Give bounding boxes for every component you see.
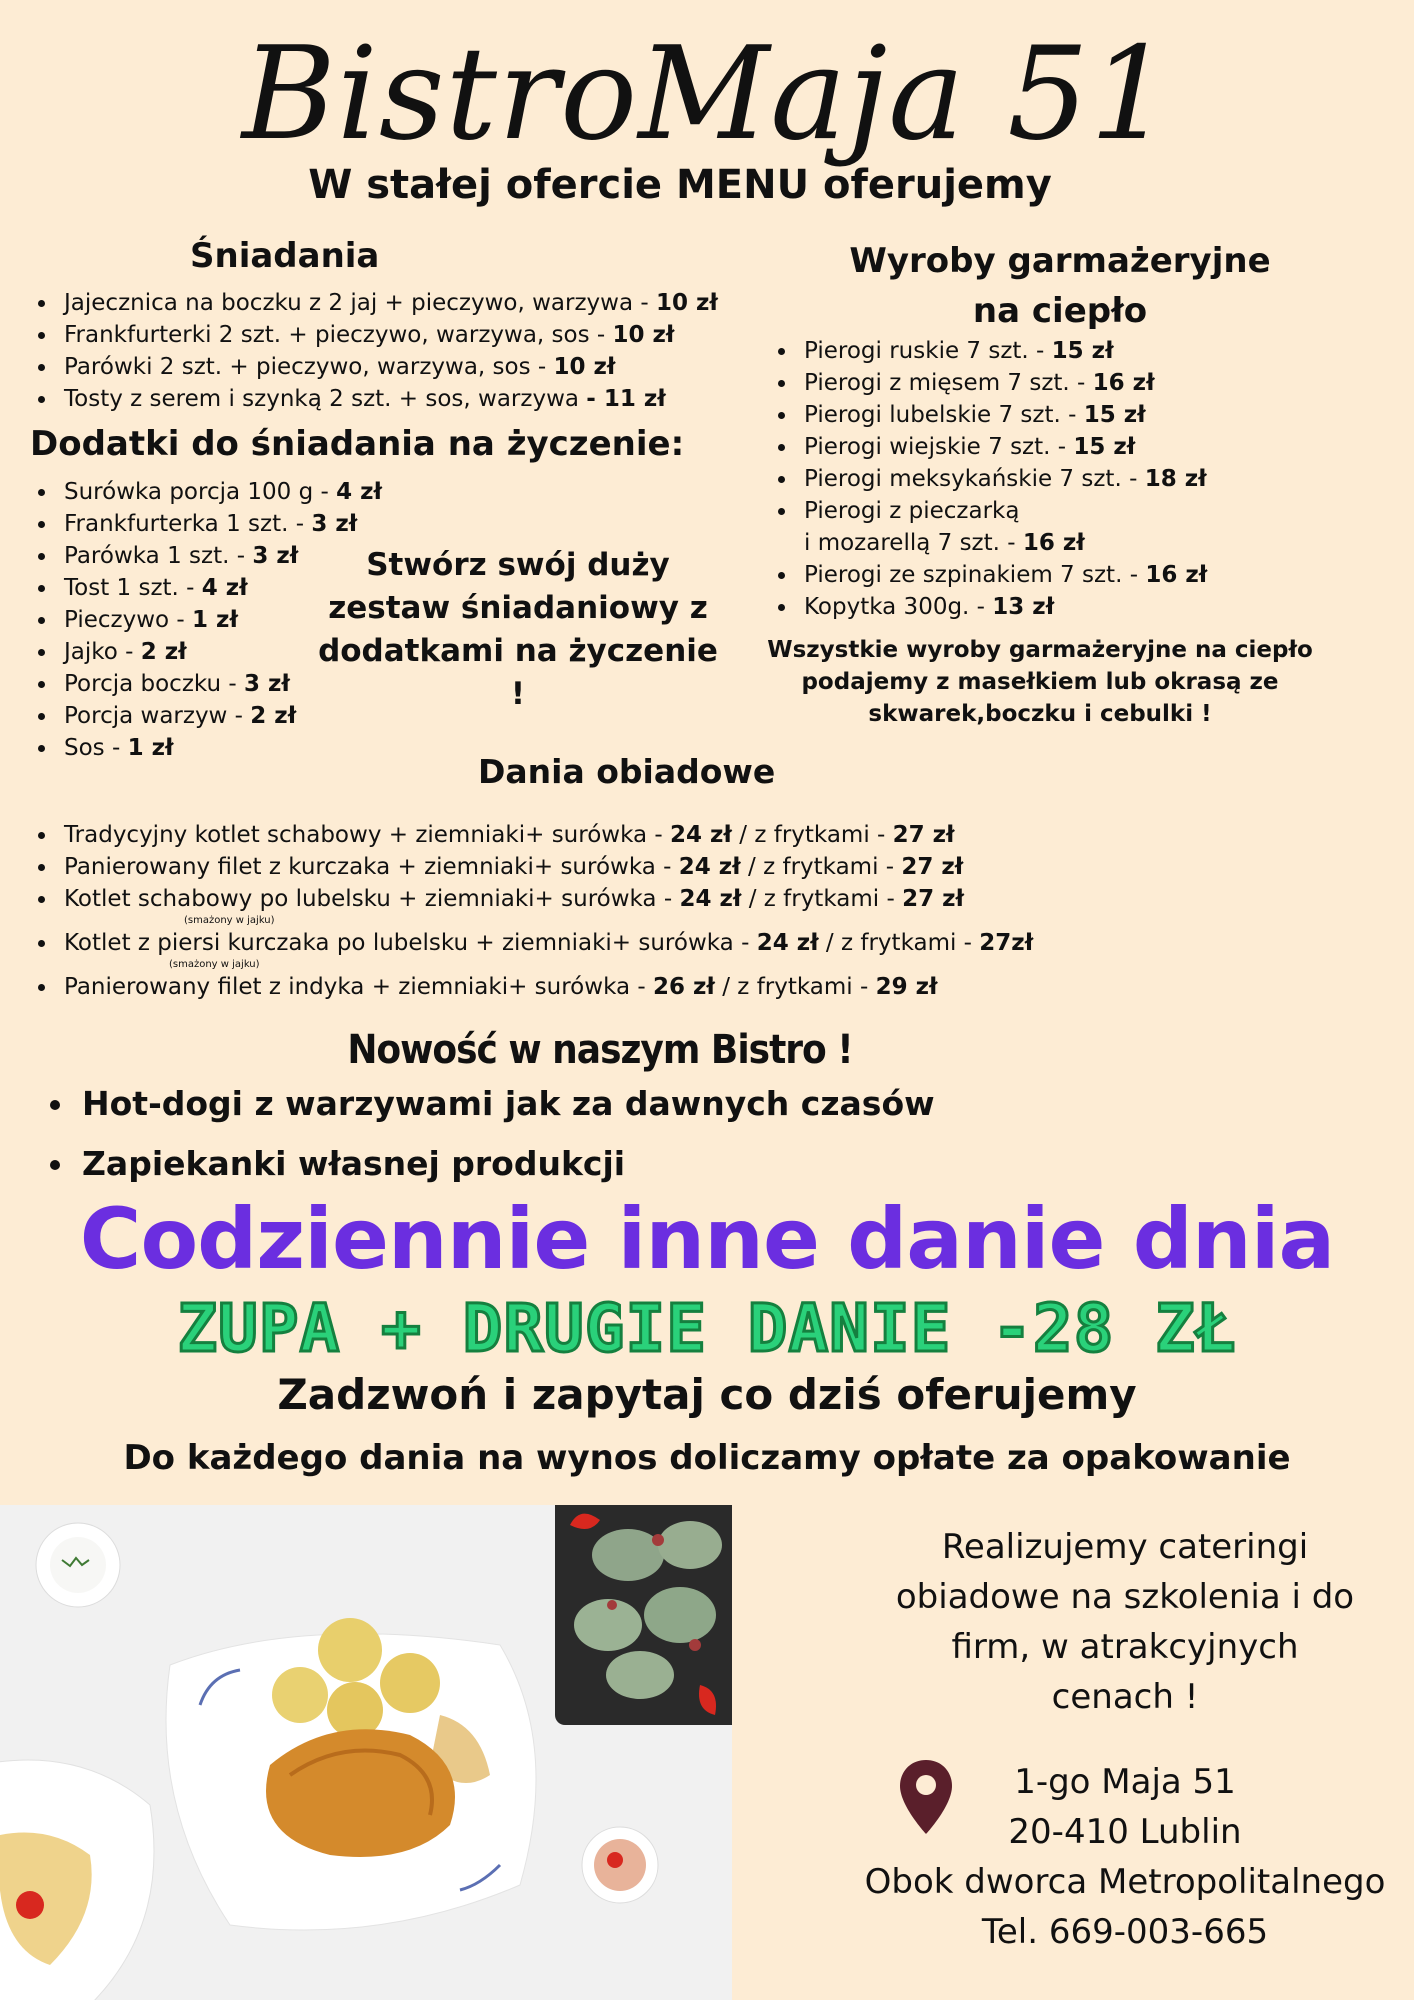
extras-heading: Dodatki do śniadania na życzenie: — [30, 424, 685, 464]
list-item: Tost 1 szt. - 4 zł — [64, 572, 382, 604]
catering-info: Realizujemy cateringi obiadowe na szkolenia i do firm, w atrakcyjnych cenach ! — [895, 1527, 1355, 1717]
frying-note: (smażony w jajku) — [184, 915, 275, 926]
list-item: Kotlet z piersi kurczaka po lubelsku + ziemniaki+ surówka - 24 zł / z frytkami - 27zł (smażony w jajku) — [64, 927, 1033, 971]
hot-dishes-note: Wszystkie wyroby garmażeryjne na ciepło podajemy z masełkiem lub okrasą ze skwarek,boczku i cebulki ! — [767, 637, 1313, 727]
list-item: Parówka 1 szt. - 3 zł — [64, 540, 382, 572]
list-item: Tradycyjny kotlet schabowy + ziemniaki+ surówka - 24 zł / z frytkami - 27 zł — [64, 819, 1033, 851]
lunch-list — [30, 819, 1033, 1003]
phone: Tel. 669-003-665 — [981, 1912, 1269, 1952]
list-item: Tosty z serem i szynką 2 szt. + sos, warzywa - 11 zł — [64, 383, 718, 415]
call-prompt: Zadzwoń i zapytaj co dziś oferujemy — [277, 1370, 1137, 1419]
list-item: Pierogi z pieczarką — [804, 495, 1207, 527]
list-item: Pierogi wiejskie 7 szt. - 15 zł — [804, 431, 1207, 463]
breakfast-heading: Śniadania — [190, 236, 380, 276]
breakfast-set-promo: Stwórz swój duży zestaw śniadaniowy z dodatkami na życzenie ! — [318, 547, 718, 712]
list-item: Kopytka 300g. - 13 zł — [804, 591, 1207, 623]
list-item: Panierowany filet z indyka + ziemniaki+ surówka - 26 zł / z frytkami - 29 zł — [64, 971, 1033, 1003]
list-item: Porcja warzyw - 2 zł — [64, 700, 382, 732]
list-item: Kotlet schabowy po lubelsku + ziemniaki+ surówka - 24 zł / z frytkami - 27 zł (smażony w jajku) — [64, 883, 1033, 927]
list-item: Frankfurterka 1 szt. - 3 zł — [64, 508, 382, 540]
list-item: Pierogi ruskie 7 szt. - 15 zł — [804, 335, 1207, 367]
lunch-heading: Dania obiadowe — [478, 752, 776, 791]
hot-dishes-heading: Wyroby garmażeryjne na ciepło — [849, 241, 1271, 331]
news-list — [48, 1074, 935, 1194]
address-block — [850, 1757, 1400, 1957]
frying-note: (smażony w jajku) — [169, 959, 260, 970]
restaurant-title: BistroMaja 51 — [241, 20, 1173, 169]
landmark: Obok dworca Metropolitalnego — [864, 1862, 1386, 1902]
list-item: Parówki 2 szt. + pieczywo, warzywa, sos - 10 zł — [64, 351, 718, 383]
list-item: Frankfurterki 2 szt. + pieczywo, warzywa, sos - 10 zł — [64, 319, 718, 351]
daily-dish-headline: Codziennie inne danie dnia — [79, 1190, 1335, 1288]
list-item: Pierogi lubelskie 7 szt. - 15 zł — [804, 399, 1207, 431]
list-item: Jajecznica na boczku z 2 jaj + pieczywo, warzywa - 10 zł — [64, 287, 718, 319]
list-item: Panierowany filet z kurczaka + ziemniaki+ surówka - 24 zł / z frytkami - 27 zł — [64, 851, 1033, 883]
list-item: Zapiekanki własnej produkcji — [82, 1134, 935, 1194]
breakfast-list — [30, 287, 718, 415]
food-photo — [0, 1505, 732, 2000]
list-item: Pierogi ze szpinakiem 7 szt. - 16 zł — [804, 559, 1207, 591]
list-item: Pierogi z mięsem 7 szt. - 16 zł — [804, 367, 1207, 399]
list-item: Jajko - 2 zł — [64, 636, 382, 668]
list-item: Porcja boczku - 3 zł — [64, 668, 382, 700]
news-heading: Nowość w naszym Bistro ! — [347, 1027, 853, 1073]
list-item: Pieczywo - 1 zł — [64, 604, 382, 636]
list-item-continuation: i mozarellą 7 szt. - 16 zł — [804, 530, 1085, 556]
list-item: Hot-dogi z warzywami jak za dawnych czasów — [82, 1074, 935, 1134]
list-item: Pierogi meksykańskie 7 szt. - 18 zł — [804, 463, 1207, 495]
list-item: Surówka porcja 100 g - 4 zł — [64, 476, 382, 508]
packaging-note: Do każdego dania na wynos doliczamy opłate za opakowanie — [123, 1438, 1291, 1478]
menu-subtitle: W stałej ofercie MENU oferujemy — [308, 162, 1052, 208]
city: 20-410 Lublin — [1008, 1812, 1242, 1852]
hot-dishes-list — [770, 335, 1207, 623]
daily-offer-price: ZUPA + DRUGIE DANIE -28 ZŁ — [177, 1290, 1237, 1367]
street: 1-go Maja 51 — [1014, 1762, 1236, 1802]
list-item: Sos - 1 zł — [64, 732, 382, 764]
